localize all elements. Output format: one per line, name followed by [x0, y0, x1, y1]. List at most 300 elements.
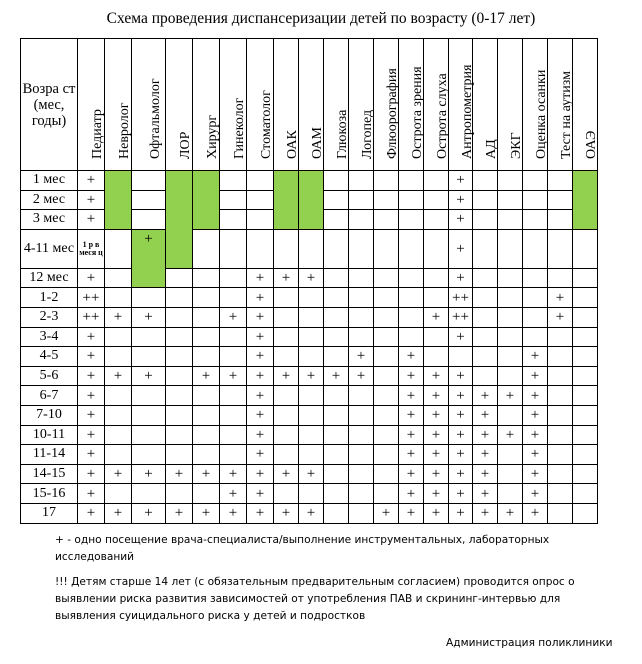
schedule-cell [473, 171, 498, 191]
schedule-cell [374, 425, 399, 445]
schedule-cell: + [299, 503, 324, 523]
schedule-cell [374, 405, 399, 425]
column-header [473, 39, 498, 171]
schedule-cell [573, 288, 598, 308]
column-header [374, 39, 399, 171]
column-header [299, 39, 324, 171]
age-cell: 12 мес [21, 268, 78, 288]
schedule-cell [473, 307, 498, 327]
schedule-cell: + [220, 464, 247, 484]
schedule-cell: + [424, 445, 449, 465]
schedule-cell [220, 268, 247, 288]
schedule-cell [473, 366, 498, 386]
schedule-cell: + [78, 386, 105, 406]
schedule-cell [498, 288, 523, 308]
schedule-cell [166, 425, 193, 445]
schedule-cell: + [498, 503, 523, 523]
schedule-cell [374, 288, 399, 308]
schedule-cell [193, 405, 220, 425]
schedule-cell: + [247, 268, 274, 288]
schedule-cell: + [105, 366, 132, 386]
schedule-cell [166, 268, 193, 288]
column-header-label: Педиатр [90, 109, 105, 159]
schedule-cell [573, 503, 598, 523]
column-header-label: Флюорография [385, 68, 400, 159]
column-header-label: Тест на аутизм [559, 71, 574, 159]
column-header-label: Хирург [205, 114, 220, 159]
schedule-cell [349, 425, 374, 445]
column-header [399, 39, 424, 171]
column-header [498, 39, 523, 171]
schedule-cell [324, 445, 349, 465]
schedule-cell: + [166, 503, 193, 523]
schedule-cell: + [424, 366, 449, 386]
schedule-cell [166, 171, 193, 269]
schedule-cell [523, 190, 548, 210]
age-cell: 3-4 [21, 327, 78, 347]
schedule-cell [324, 503, 349, 523]
schedule-cell [132, 445, 166, 465]
age-cell: 1 мес [21, 171, 78, 191]
schedule-cell: + [274, 366, 299, 386]
schedule-cell: + [247, 288, 274, 308]
column-header-label: Антропометрия [459, 64, 475, 159]
schedule-cell [424, 229, 449, 268]
schedule-cell [274, 327, 299, 347]
schedule-cell [473, 210, 498, 230]
schedule-cell [105, 171, 132, 230]
schedule-cell [548, 484, 573, 504]
schedule-cell: + [132, 229, 166, 288]
schedule-cell [220, 327, 247, 347]
schedule-cell: + [449, 366, 473, 386]
column-header-label: Глюкоза [335, 109, 350, 159]
schedule-cell: + [399, 347, 424, 367]
schedule-cell: + [399, 366, 424, 386]
age-cell: 15-16 [21, 484, 78, 504]
schedule-cell: + [399, 464, 424, 484]
table-row [21, 347, 598, 367]
schedule-cell [573, 347, 598, 367]
schedule-cell [324, 190, 349, 210]
schedule-cell [399, 268, 424, 288]
age-cell: 4-5 [21, 347, 78, 367]
schedule-cell [247, 210, 274, 230]
schedule-cell: + [399, 405, 424, 425]
schedule-cell: + [449, 171, 473, 191]
schedule-cell [473, 229, 498, 268]
schedule-cell [349, 210, 374, 230]
schedule-cell: + [78, 171, 105, 191]
schedule-cell [399, 327, 424, 347]
schedule-cell [193, 484, 220, 504]
schedule-cell [193, 386, 220, 406]
schedule-cell [349, 229, 374, 268]
schedule-cell [573, 268, 598, 288]
schedule-cell: + [247, 405, 274, 425]
column-header [324, 39, 349, 171]
table-body [21, 171, 598, 524]
schedule-cell [424, 288, 449, 308]
column-header-label: Логопед [360, 109, 375, 159]
column-header [166, 39, 193, 171]
schedule-cell: + [78, 425, 105, 445]
schedule-cell [374, 386, 399, 406]
schedule-cell [220, 347, 247, 367]
schedule-cell: + [247, 366, 274, 386]
schedule-cell: + [498, 425, 523, 445]
schedule-cell: + [449, 386, 473, 406]
column-header [105, 39, 132, 171]
schedule-cell [324, 347, 349, 367]
schedule-cell [548, 190, 573, 210]
schedule-cell: + [132, 366, 166, 386]
schedule-cell: + [105, 307, 132, 327]
schedule-cell: + [374, 503, 399, 523]
schedule-cell [573, 229, 598, 268]
column-header-label: Стоматолог [259, 90, 274, 159]
schedule-cell [523, 327, 548, 347]
table-row [21, 386, 598, 406]
schedule-cell: + [78, 327, 105, 347]
schedule-cell [573, 425, 598, 445]
schedule-cell [324, 210, 349, 230]
table-row [21, 171, 598, 191]
schedule-cell [299, 386, 324, 406]
schedule-cell [548, 503, 573, 523]
schedule-cell [247, 171, 274, 191]
schedule-cell [424, 171, 449, 191]
schedule-cell [498, 229, 523, 268]
schedule-cell: + [523, 484, 548, 504]
schedule-cell: + [424, 386, 449, 406]
schedule-cell [548, 464, 573, 484]
column-header-label: ОАМ [310, 127, 325, 159]
schedule-cell: + [523, 445, 548, 465]
schedule-cell [274, 445, 299, 465]
schedule-cell: + [424, 425, 449, 445]
schedule-cell [105, 327, 132, 347]
schedule-cell: + [399, 425, 424, 445]
schedule-cell [105, 268, 132, 288]
schedule-cell [349, 171, 374, 191]
schedule-cell: + [105, 503, 132, 523]
table-row [21, 229, 598, 268]
schedule-cell: + [78, 484, 105, 504]
schedule-cell: + [247, 445, 274, 465]
schedule-cell: + [132, 464, 166, 484]
schedule-cell [220, 386, 247, 406]
schedule-cell: + [78, 405, 105, 425]
schedule-cell [324, 171, 349, 191]
schedule-cell [498, 210, 523, 230]
schedule-cell: + [78, 366, 105, 386]
schedule-cell [498, 268, 523, 288]
schedule-cell [299, 307, 324, 327]
schedule-cell [548, 386, 573, 406]
table-row [21, 268, 598, 288]
column-header [247, 39, 274, 171]
schedule-cell [349, 484, 374, 504]
schedule-cell [299, 347, 324, 367]
schedule-cell: + [449, 327, 473, 347]
table-row [21, 484, 598, 504]
age-cell: 6-7 [21, 386, 78, 406]
schedule-cell [132, 210, 166, 230]
schedule-cell [473, 288, 498, 308]
column-header-label: ОАЭ [584, 130, 599, 159]
schedule-cell [374, 445, 399, 465]
schedule-cell: + [449, 503, 473, 523]
schedule-cell: + [349, 347, 374, 367]
table-row [21, 327, 598, 347]
schedule-cell: + [523, 347, 548, 367]
schedule-cell: + [193, 366, 220, 386]
schedule-cell [498, 484, 523, 504]
schedule-cell: ++ [78, 288, 105, 308]
schedule-cell: + [78, 190, 105, 210]
schedule-cell [299, 327, 324, 347]
column-header-label: АД [484, 139, 499, 159]
schedule-cell [424, 210, 449, 230]
schedule-cell [166, 366, 193, 386]
schedule-cell [166, 288, 193, 308]
schedule-cell [105, 386, 132, 406]
schedule-cell [274, 386, 299, 406]
schedule-cell [193, 347, 220, 367]
schedule-cell [220, 425, 247, 445]
schedule-cell: + [78, 503, 105, 523]
schedule-cell [548, 327, 573, 347]
schedule-cell: + [449, 190, 473, 210]
schedule-cell: + [449, 210, 473, 230]
column-header-label: ЛОР [178, 131, 193, 159]
age-cell: 4-11 мес [21, 229, 78, 268]
schedule-cell [424, 190, 449, 210]
schedule-cell: + [78, 210, 105, 230]
schedule-cell [523, 171, 548, 191]
schedule-cell [324, 327, 349, 347]
schedule-cell [220, 171, 247, 191]
schedule-cell [374, 347, 399, 367]
schedule-cell: + [449, 425, 473, 445]
schedule-cell [299, 484, 324, 504]
schedule-cell [349, 190, 374, 210]
table-row [21, 503, 598, 523]
schedule-cell [166, 347, 193, 367]
age-cell: 2-3 [21, 307, 78, 327]
schedule-cell [573, 484, 598, 504]
schedule-cell [105, 425, 132, 445]
schedule-cell [498, 366, 523, 386]
schedule-cell: 1 р в меся ц [78, 229, 105, 268]
schedule-cell [498, 190, 523, 210]
schedule-cell: ++ [78, 307, 105, 327]
schedule-cell [193, 327, 220, 347]
schedule-cell [548, 171, 573, 191]
schedule-cell [349, 405, 374, 425]
column-header [523, 39, 548, 171]
schedule-cell [299, 288, 324, 308]
schedule-cell [132, 327, 166, 347]
schedule-cell: + [78, 268, 105, 288]
table-row [21, 445, 598, 465]
schedule-cell: + [449, 445, 473, 465]
schedule-cell: + [424, 405, 449, 425]
schedule-cell [399, 288, 424, 308]
schedule-cell [374, 327, 399, 347]
schedule-cell [573, 464, 598, 484]
schedule-cell: + [473, 445, 498, 465]
schedule-cell [399, 229, 424, 268]
schedule-cell [274, 425, 299, 445]
schedule-cell [166, 484, 193, 504]
schedule-cell [274, 171, 299, 230]
schedule-cell [299, 229, 324, 268]
schedule-cell: + [220, 503, 247, 523]
schedule-cell [193, 425, 220, 445]
schedule-cell [193, 171, 220, 230]
schedule-cell [274, 405, 299, 425]
schedule-cell [166, 445, 193, 465]
schedule-cell [324, 425, 349, 445]
schedule-cell [220, 288, 247, 308]
schedule-cell [374, 210, 399, 230]
schedule-cell [399, 190, 424, 210]
schedule-cell [324, 268, 349, 288]
schedule-cell [548, 268, 573, 288]
schedule-cell [193, 229, 220, 268]
schedule-cell [374, 268, 399, 288]
schedule-cell [247, 190, 274, 210]
table-row [21, 288, 598, 308]
schedule-cell: + [523, 405, 548, 425]
schedule-cell [193, 268, 220, 288]
schedule-cell [274, 484, 299, 504]
schedule-cell: + [247, 347, 274, 367]
schedule-cell [193, 307, 220, 327]
schedule-cell [498, 445, 523, 465]
schedule-cell [374, 229, 399, 268]
schedule-cell [220, 210, 247, 230]
schedule-cell [324, 307, 349, 327]
schedule-cell [349, 445, 374, 465]
schedule-cell [324, 464, 349, 484]
schedule-cell: + [498, 386, 523, 406]
schedule-cell: + [424, 464, 449, 484]
schedule-cell [220, 405, 247, 425]
schedule-cell [220, 229, 247, 268]
age-cell: 10-11 [21, 425, 78, 445]
schedule-cell: + [523, 503, 548, 523]
schedule-cell: + [247, 484, 274, 504]
schedule-cell: + [220, 484, 247, 504]
schedule-cell [324, 484, 349, 504]
schedule-cell: + [166, 464, 193, 484]
age-cell: 11-14 [21, 445, 78, 465]
schedule-cell [548, 366, 573, 386]
schedule-cell: + [473, 386, 498, 406]
schedule-cell [374, 190, 399, 210]
schedule-cell [132, 347, 166, 367]
schedule-cell [573, 445, 598, 465]
schedule-cell: + [299, 366, 324, 386]
schedule-cell [274, 347, 299, 367]
schedule-cell [274, 229, 299, 268]
column-header [424, 39, 449, 171]
schedule-cell: + [473, 484, 498, 504]
column-header-label: ОАК [285, 130, 300, 159]
schedule-cell: + [473, 464, 498, 484]
schedule-cell: + [473, 425, 498, 445]
schedule-cell [548, 405, 573, 425]
schedule-cell: + [324, 366, 349, 386]
schedule-cell: + [449, 268, 473, 288]
schedule-cell [523, 268, 548, 288]
schedule-cell: + [424, 307, 449, 327]
schedule-cell [449, 347, 473, 367]
schedule-cell [132, 484, 166, 504]
schedule-cell: + [449, 484, 473, 504]
schedule-cell: + [523, 425, 548, 445]
age-cell: 2 мес [21, 190, 78, 210]
schedule-cell: + [247, 464, 274, 484]
schedule-cell [274, 307, 299, 327]
column-header-label: Невролог [117, 102, 132, 159]
schedule-cell [220, 190, 247, 210]
age-cell: 7-10 [21, 405, 78, 425]
schedule-cell [548, 210, 573, 230]
schedule-cell [573, 307, 598, 327]
schedule-cell [548, 425, 573, 445]
schedule-cell [166, 386, 193, 406]
schedule-cell [399, 210, 424, 230]
schedule-cell: ++ [449, 307, 473, 327]
schedule-cell [498, 464, 523, 484]
schedule-cell [299, 445, 324, 465]
schedule-cell [349, 307, 374, 327]
schedule-cell [324, 288, 349, 308]
table-row [21, 307, 598, 327]
schedule-cell: + [449, 405, 473, 425]
schedule-cell [473, 347, 498, 367]
schedule-cell: + [399, 445, 424, 465]
schedule-cell [166, 307, 193, 327]
schedule-cell: + [78, 464, 105, 484]
schedule-cell [324, 386, 349, 406]
schedule-cell [299, 171, 324, 230]
schedule-cell [523, 210, 548, 230]
schedule-cell [573, 386, 598, 406]
schedule-cell [374, 464, 399, 484]
age-cell: 14-15 [21, 464, 78, 484]
age-cell: 3 мес [21, 210, 78, 230]
schedule-cell [573, 171, 598, 230]
schedule-cell [132, 190, 166, 210]
schedule-cell [105, 484, 132, 504]
schedule-cell [220, 445, 247, 465]
schedule-cell: + [193, 464, 220, 484]
schedule-cell: + [523, 464, 548, 484]
schedule-cell [193, 288, 220, 308]
schedule-cell [105, 288, 132, 308]
schedule-cell: + [548, 288, 573, 308]
schedule-cell [548, 347, 573, 367]
schedule-cell [498, 171, 523, 191]
schedule-cell [424, 327, 449, 347]
schedule-cell [374, 366, 399, 386]
schedule-cell: + [399, 503, 424, 523]
